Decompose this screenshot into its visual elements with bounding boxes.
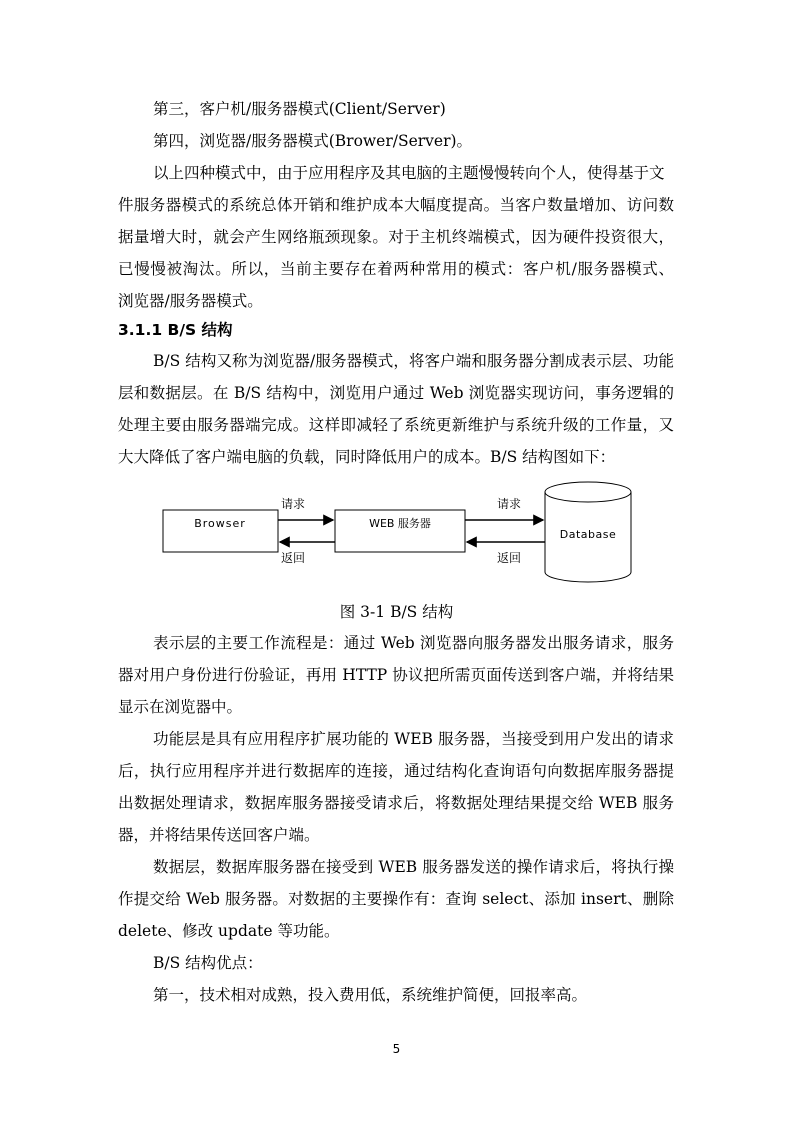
- text-line: 第四，浏览器/服务器模式(Brower/Server)。: [153, 132, 473, 150]
- database-top: [545, 482, 631, 502]
- figure-caption: 图 3-1 B/S 结构: [339, 603, 454, 621]
- text-line: 第三，客户机/服务器模式(Client/Server): [153, 100, 446, 118]
- text-line: 以上四种模式中，由于应用程序及其电脑的主题慢慢转向个人，使得基于文: [153, 164, 665, 182]
- bs-structure-diagram: [150, 480, 640, 590]
- text-line: 大大降低了客户端电脑的负载，同时降低用户的成本。B/S 结构图如下：: [118, 448, 616, 466]
- text-line: 处理主要由服务器端完成。这样即减轻了系统更新维护与系统升级的工作量，又: [118, 416, 674, 434]
- section-heading: 3.1.1 B/S 结构: [118, 321, 233, 339]
- request-label-2: 请求: [497, 497, 522, 511]
- text-line: 件服务器模式的系统总体开销和维护成本大幅度提高。当客户数量增加、访问数: [118, 196, 674, 214]
- text-line: 表示层的主要工作流程是：通过 Web 浏览器向服务器发出服务请求，服务: [153, 634, 674, 652]
- web-server-label: WEB 服务器: [369, 517, 431, 530]
- text-line: 显示在浏览器中。: [118, 698, 243, 716]
- return-label-2: 返回: [497, 551, 522, 565]
- text-line: 第一，技术相对成熟，投入费用低，系统维护简便，回报率高。: [153, 986, 588, 1004]
- browser-label: Browser: [194, 517, 246, 530]
- database-label: Database: [559, 528, 617, 541]
- text-line: 器，并将结果传送回客户端。: [118, 826, 320, 844]
- request-label-1: 请求: [281, 497, 306, 511]
- text-line: 据量增大时，就会产生网络瓶颈现象。对于主机终端模式，因为硬件投资很大，: [118, 228, 674, 246]
- text-line: 出数据处理请求，数据库服务器接受请求后，将数据处理结果提交给 WEB 服务: [118, 794, 674, 812]
- text-line: 已慢慢被淘汰。所以，当前主要存在着两种常用的模式：客户机/服务器模式、: [118, 260, 674, 278]
- text-line: 数据层，数据库服务器在接受到 WEB 服务器发送的操作请求后，将执行操: [153, 858, 674, 876]
- text-line: 功能层是具有应用程序扩展功能的 WEB 服务器，当接受到用户发出的请求: [153, 730, 674, 748]
- return-label-1: 返回: [281, 551, 306, 565]
- text-line: B/S 结构优点：: [153, 954, 263, 972]
- text-line: B/S 结构又称为浏览器/服务器模式，将客户端和服务器分割成表示层、功能: [153, 352, 674, 370]
- text-line: 器对用户身份进行份验证，再用 HTTP 协议把所需页面传送到客户端，并将结果: [118, 666, 674, 684]
- text-line: 层和数据层。在 B/S 结构中，浏览用户通过 Web 浏览器实现访问，事务逻辑的: [118, 384, 674, 402]
- text-line: delete、修改 update 等功能。: [118, 922, 340, 940]
- text-line: 后，执行应用程序并进行数据库的连接，通过结构化查询语句向数据库服务器提: [118, 762, 674, 780]
- text-line: 作提交给 Web 服务器。对数据的主要操作有：查询 select、添加 insert、删除: [118, 890, 674, 908]
- text-line: 浏览器/服务器模式。: [118, 292, 263, 310]
- page-number: 5: [392, 1042, 401, 1056]
